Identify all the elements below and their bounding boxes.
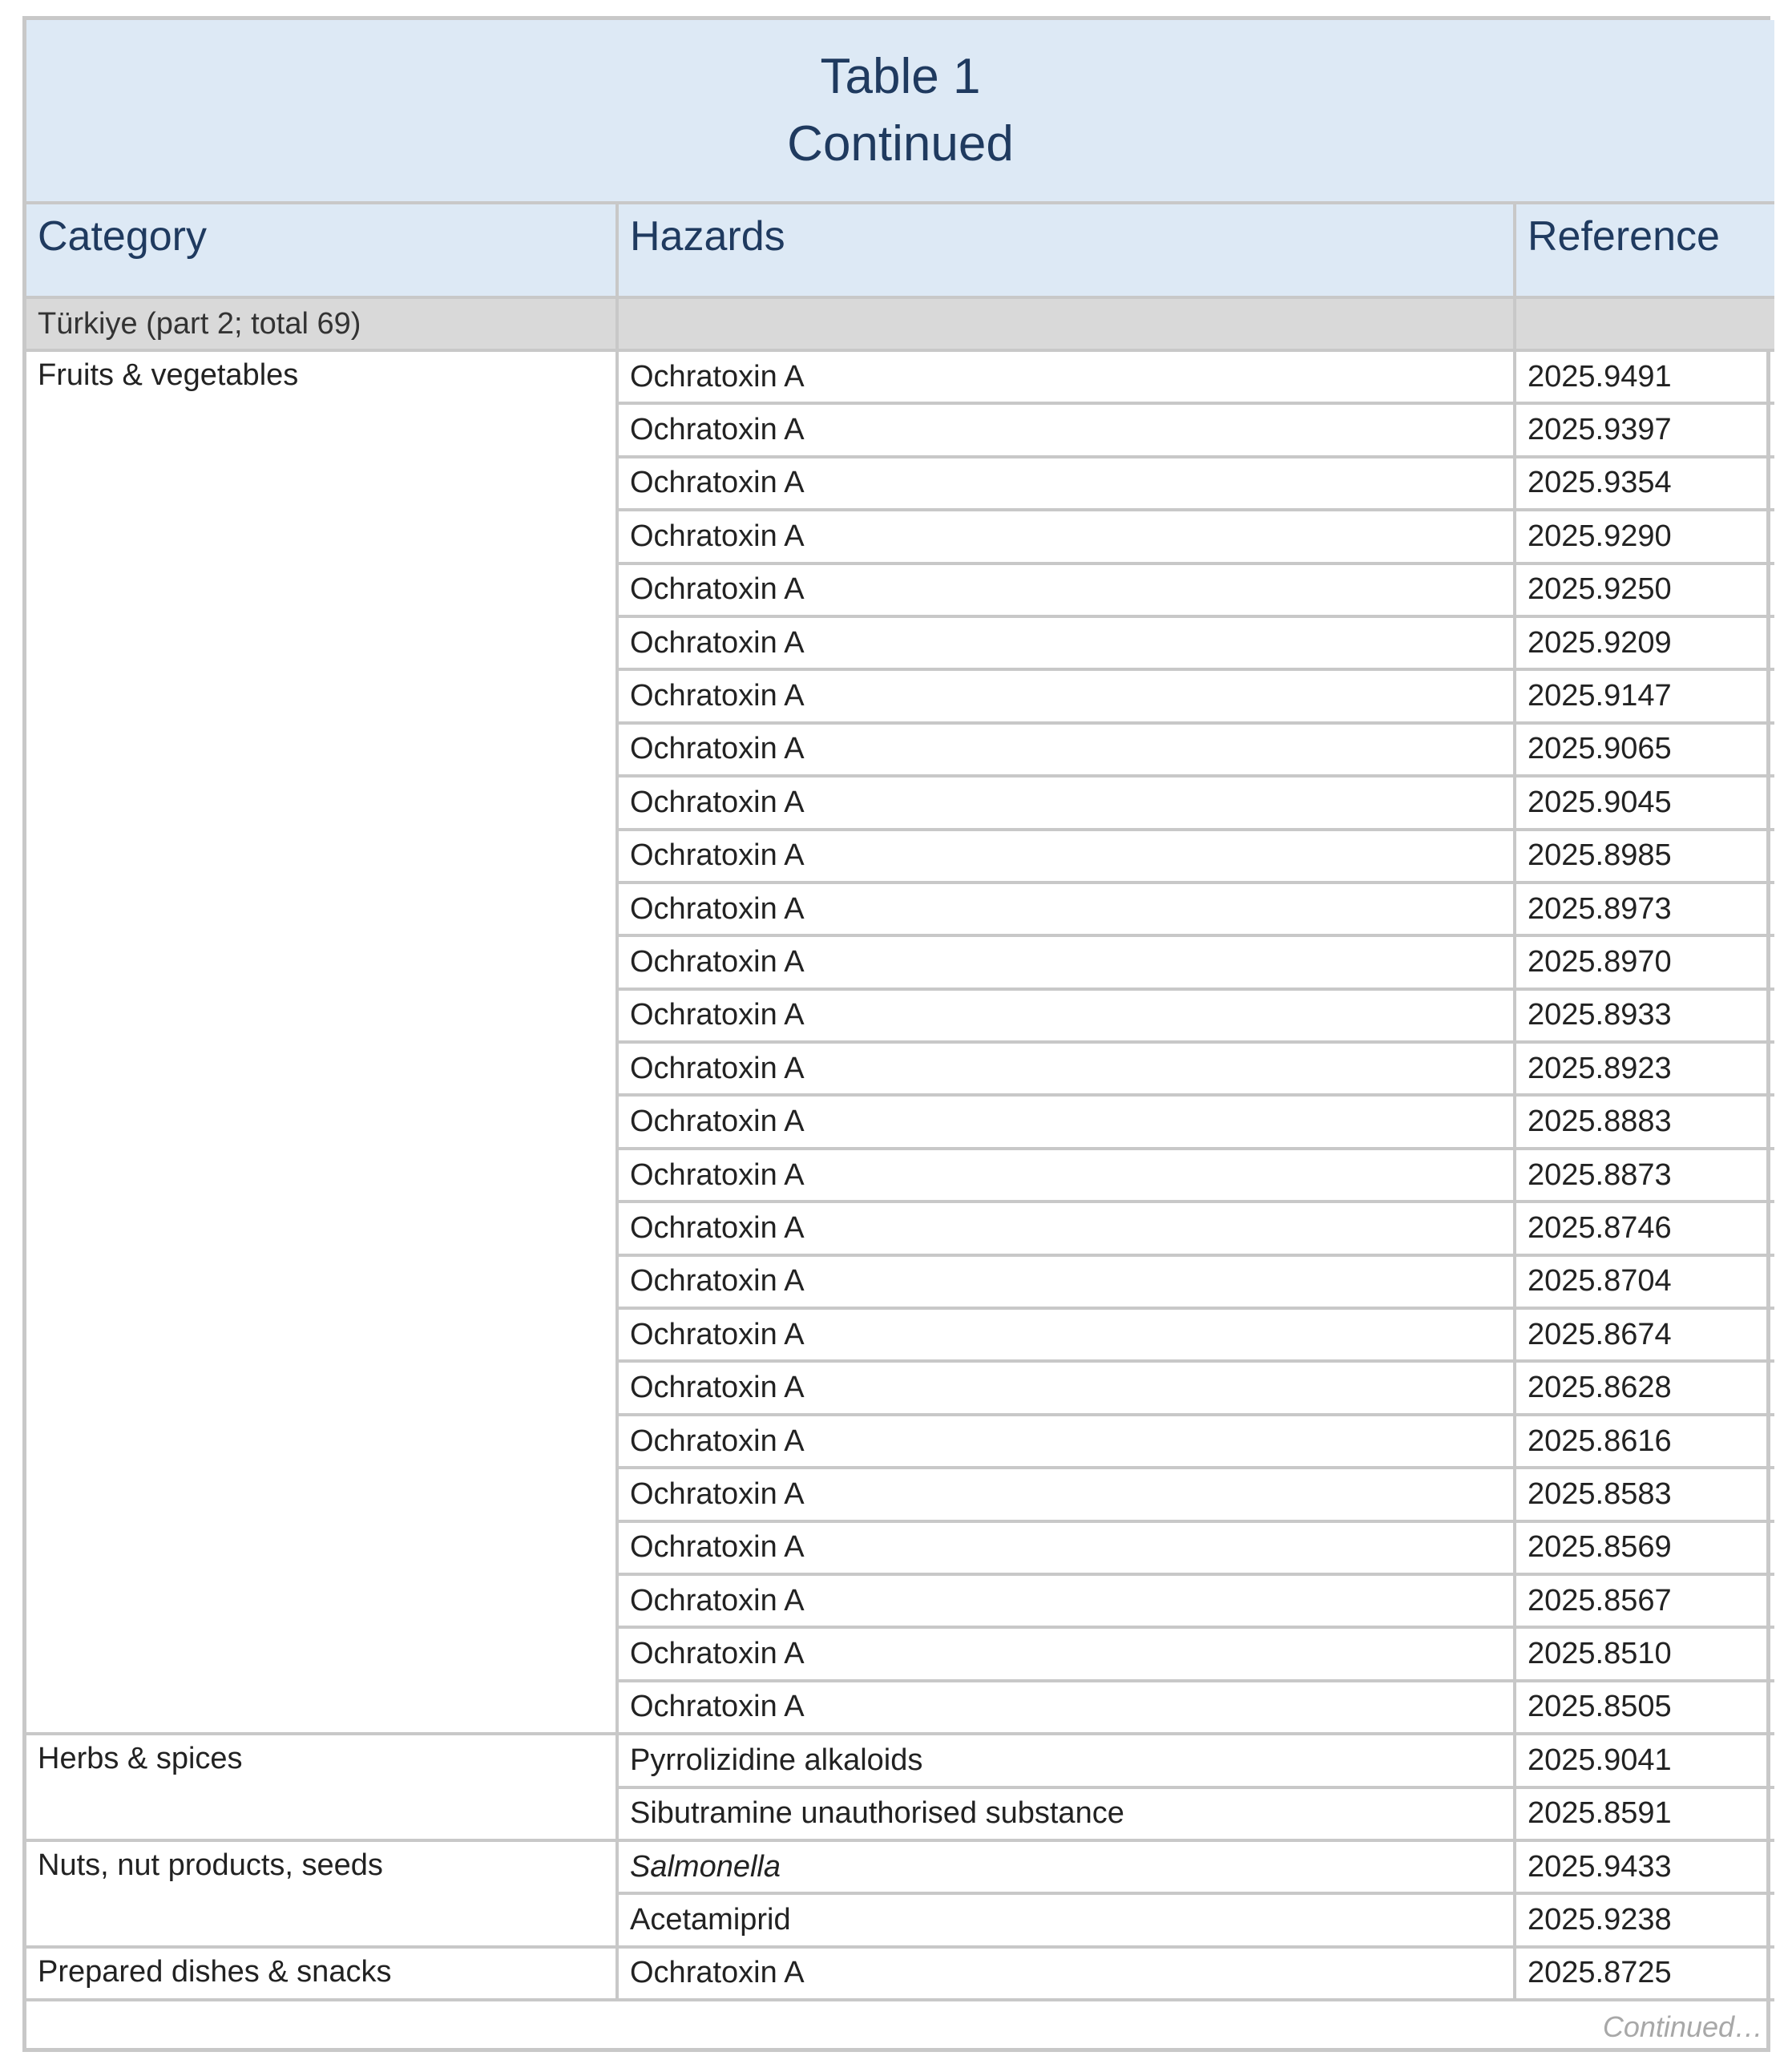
hazard-cell: Ochratoxin A: [617, 935, 1515, 988]
reference-cell: 2025.9065: [1515, 723, 1774, 776]
reference-cell: 2025.8583: [1515, 1468, 1774, 1521]
reference-cell: 2025.8873: [1515, 1149, 1774, 1202]
hazard-cell: Ochratoxin A: [617, 1042, 1515, 1095]
reference-cell: 2025.8505: [1515, 1681, 1774, 1734]
hazard-cell: Ochratoxin A: [617, 1947, 1515, 2000]
group-row: [26, 297, 1774, 350]
hazard-cell: Ochratoxin A: [617, 1361, 1515, 1414]
category-cell: Prepared dishes & snacks: [26, 1947, 617, 2000]
hazard-cell: Ochratoxin A: [617, 1255, 1515, 1308]
column-header-reference: Reference: [1515, 203, 1774, 297]
hazard-cell: Ochratoxin A: [617, 403, 1515, 456]
reference-cell: 2025.8725: [1515, 1947, 1774, 2000]
reference-cell: 2025.8569: [1515, 1521, 1774, 1574]
reference-cell: 2025.9397: [1515, 403, 1774, 456]
reference-cell: 2025.9209: [1515, 616, 1774, 669]
reference-cell: 2025.9290: [1515, 510, 1774, 563]
table-row: [26, 1734, 1774, 1787]
reference-cell: 2025.8970: [1515, 935, 1774, 988]
table-body: [26, 297, 1774, 2000]
reference-cell: 2025.9238: [1515, 1893, 1774, 1946]
reference-cell: 2025.9433: [1515, 1840, 1774, 1893]
reference-cell: 2025.8567: [1515, 1574, 1774, 1627]
hazard-cell: Ochratoxin A: [617, 776, 1515, 829]
table-row: [26, 350, 1774, 403]
table-row: [26, 1840, 1774, 1893]
table-title-line-1: Table 1: [820, 49, 981, 104]
column-header-hazards: Hazards: [617, 203, 1515, 297]
reference-cell: 2025.9045: [1515, 776, 1774, 829]
group-label: Türkiye (part 2; total 69): [26, 297, 617, 350]
hazards-table: [26, 20, 1774, 2053]
reference-cell: 2025.8704: [1515, 1255, 1774, 1308]
hazard-cell: Sibutramine unauthorised substance: [617, 1787, 1515, 1840]
reference-cell: 2025.8746: [1515, 1202, 1774, 1254]
hazard-cell: Ochratoxin A: [617, 989, 1515, 1042]
hazard-cell: Ochratoxin A: [617, 1521, 1515, 1574]
hazard-cell: Ochratoxin A: [617, 510, 1515, 563]
table-container: [22, 16, 1770, 2052]
group-empty-cell: [617, 297, 1515, 350]
hazard-cell: Ochratoxin A: [617, 457, 1515, 510]
reference-cell: 2025.8923: [1515, 1042, 1774, 1095]
hazard-cell: Ochratoxin A: [617, 616, 1515, 669]
reference-cell: 2025.8933: [1515, 989, 1774, 1042]
hazard-cell: Ochratoxin A: [617, 1308, 1515, 1361]
reference-cell: 2025.8591: [1515, 1787, 1774, 1840]
reference-cell: 2025.9147: [1515, 669, 1774, 722]
group-empty-cell: [1515, 297, 1774, 350]
hazard-cell: Ochratoxin A: [617, 1415, 1515, 1468]
table-title: [26, 20, 1774, 203]
hazard-cell: Ochratoxin A: [617, 1202, 1515, 1254]
reference-cell: 2025.8510: [1515, 1627, 1774, 1680]
reference-cell: 2025.9250: [1515, 563, 1774, 616]
hazard-cell: Ochratoxin A: [617, 1095, 1515, 1148]
hazard-cell: Ochratoxin A: [617, 1627, 1515, 1680]
hazard-cell: Ochratoxin A: [617, 1149, 1515, 1202]
hazard-cell: Ochratoxin A: [617, 830, 1515, 883]
hazard-cell: Ochratoxin A: [617, 1681, 1515, 1734]
continued-note: Continued…: [26, 2000, 1774, 2053]
hazard-cell: Ochratoxin A: [617, 883, 1515, 935]
hazard-cell: Ochratoxin A: [617, 563, 1515, 616]
hazard-cell: Ochratoxin A: [617, 1468, 1515, 1521]
reference-cell: 2025.8883: [1515, 1095, 1774, 1148]
table-row: [26, 1947, 1774, 2000]
reference-cell: 2025.9041: [1515, 1734, 1774, 1787]
reference-cell: 2025.8973: [1515, 883, 1774, 935]
hazard-cell: Salmonella: [617, 1840, 1515, 1893]
hazard-cell: Ochratoxin A: [617, 350, 1515, 403]
category-cell: Herbs & spices: [26, 1734, 617, 1840]
reference-cell: 2025.8628: [1515, 1361, 1774, 1414]
reference-cell: 2025.8985: [1515, 830, 1774, 883]
reference-cell: 2025.8616: [1515, 1415, 1774, 1468]
reference-cell: 2025.8674: [1515, 1308, 1774, 1361]
hazard-cell: Ochratoxin A: [617, 1574, 1515, 1627]
reference-cell: 2025.9491: [1515, 350, 1774, 403]
hazard-cell: Acetamiprid: [617, 1893, 1515, 1946]
hazard-cell: Pyrrolizidine alkaloids: [617, 1734, 1515, 1787]
category-cell: Nuts, nut products, seeds: [26, 1840, 617, 1947]
hazard-cell: Ochratoxin A: [617, 669, 1515, 722]
table-title-line-2: Continued: [787, 116, 1014, 172]
column-header-category: Category: [26, 203, 617, 297]
reference-cell: 2025.9354: [1515, 457, 1774, 510]
category-cell: Fruits & vegetables: [26, 350, 617, 1734]
hazard-cell: Ochratoxin A: [617, 723, 1515, 776]
